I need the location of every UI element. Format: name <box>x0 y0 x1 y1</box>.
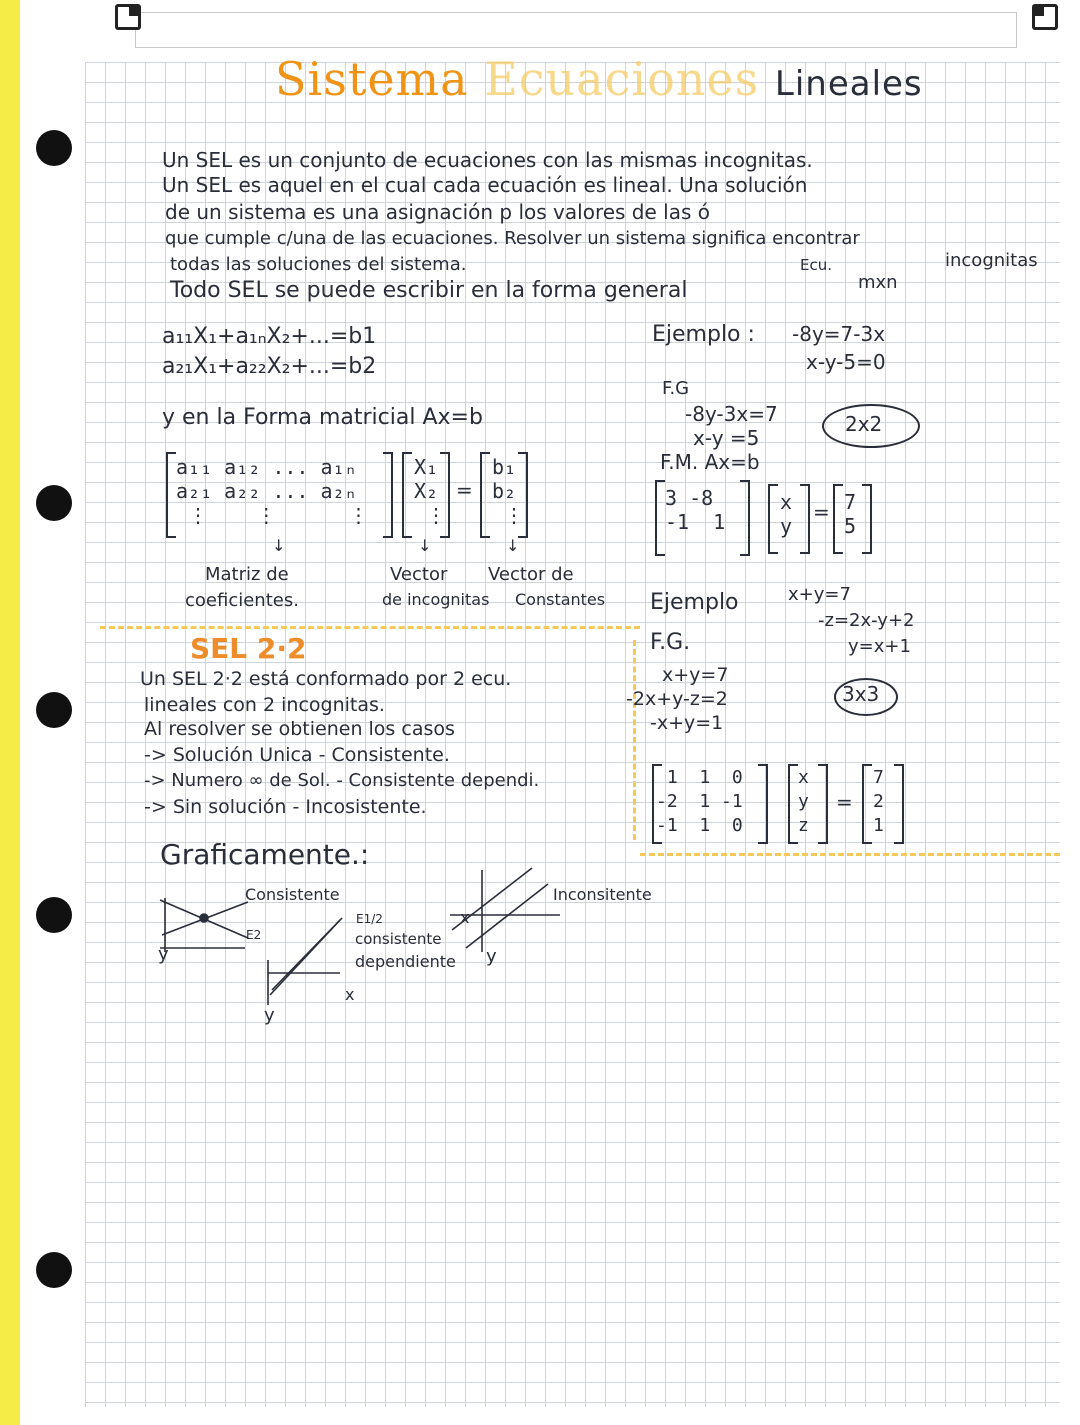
vector-bracket <box>818 764 828 844</box>
example1-fg: F.G <box>662 378 690 399</box>
header-box <box>135 12 1017 48</box>
label-vector-incognitas: de incognitas <box>382 590 490 609</box>
page-title <box>275 52 923 106</box>
equals-sign: = <box>456 478 473 502</box>
graphs-sketch <box>140 860 560 1030</box>
label-vector-constantes: Constantes <box>515 590 606 609</box>
graphs-heading: Graficamente.: <box>160 838 370 871</box>
corner-marker-icon <box>1032 4 1058 30</box>
binder-hole <box>36 485 72 521</box>
label-matriz: coeficientes. <box>185 590 299 611</box>
vector-bracket <box>480 452 490 538</box>
corner-marker-icon <box>115 4 141 30</box>
vector-b: b₁ b₂ ⋮ <box>492 455 525 527</box>
sel22-case: -> Solución Unica - Consistente. <box>144 744 450 766</box>
example2-eq: -z=2x-y+2 <box>818 610 915 631</box>
label-vector-incognitas: Vector <box>390 564 448 585</box>
example2-fg-eq: -2x+y-z=2 <box>626 688 728 710</box>
label-consistente-dependiente: consistente <box>355 930 442 948</box>
sel22-text: Un SEL 2·2 está conformado por 2 ecu. <box>140 668 512 690</box>
intro-line: de un sistema es una asignación p los valores de las ó <box>165 200 710 224</box>
matrix-bracket <box>758 764 768 844</box>
example1-matrix: 3 -8 -1 1 <box>665 486 726 534</box>
intro-line: Todo SEL se puede escribir en la forma general <box>170 278 688 303</box>
example1-eq: -8y=7-3x <box>792 322 886 346</box>
sel22-case: -> Numero ∞ de Sol. - Consistente dependi. <box>144 770 540 791</box>
binder-hole <box>36 130 72 166</box>
note-ecu: Ecu. <box>800 256 832 274</box>
note-mxn: mxn <box>858 272 898 293</box>
vector-bracket <box>768 484 778 554</box>
vector-bracket <box>833 484 843 554</box>
intersection-point <box>200 914 208 922</box>
matrix-bracket <box>166 452 176 538</box>
title-part-sistema: Sistema <box>275 52 469 106</box>
axis-label-x: x <box>460 908 470 927</box>
example1-header: Ejemplo : <box>652 322 755 347</box>
equation-line <box>452 868 532 930</box>
matrix-bracket <box>383 452 393 538</box>
vector-bracket <box>800 484 810 554</box>
matrix-bracket <box>740 480 750 556</box>
yellow-margin-strip <box>0 0 20 1425</box>
example1-vector-b: 7 5 <box>844 490 857 538</box>
vector-bracket <box>862 764 872 844</box>
sel22-text: Al resolver se obtienen los casos <box>144 718 455 740</box>
equals-sign: = <box>813 500 830 524</box>
label-e2: E2 <box>246 928 262 942</box>
example1-fm: F.M. Ax=b <box>660 450 760 474</box>
vector-bracket <box>402 452 412 538</box>
equation-line <box>466 884 548 948</box>
intro-line: Un SEL es aquel en el cual cada ecuación es lineal. Una solución <box>162 173 808 197</box>
matrix-coefficients: a₁₁ a₁₂ ... a₁ₙ a₂₁ a₂₂ ... a₂ₙ ⋮ ⋮ ⋮ <box>176 455 369 527</box>
example2-eq: x+y=7 <box>788 584 851 605</box>
label-vector-constantes: Vector de <box>488 564 574 585</box>
example2-size: 3x3 <box>842 682 880 706</box>
example2-header: Ejemplo <box>650 590 739 615</box>
label-consistente: Consistente <box>245 885 340 904</box>
sel22-case: -> Sin solución - Incosistente. <box>144 796 427 818</box>
equals-sign: = <box>836 790 853 814</box>
vector-bracket <box>788 764 798 844</box>
general-eq1: a₁₁X₁+a₁ₙX₂+...=b1 <box>162 324 377 349</box>
example1-eq: x-y-5=0 <box>806 350 886 374</box>
intro-line: Un SEL es un conjunto de ecuaciones con las mismas incognitas. <box>162 148 813 172</box>
down-arrow-icon: ↓ <box>418 536 432 555</box>
binder-hole <box>36 1252 72 1288</box>
example1-fg-eq: x-y =5 <box>693 426 760 450</box>
binder-hole <box>36 897 72 933</box>
section-divider <box>100 626 640 629</box>
axis-label-y: y <box>264 1005 275 1026</box>
label-matriz: Matriz de <box>205 564 289 585</box>
title-part-lineales: Lineales <box>774 64 923 104</box>
example2-vector-b: 7 2 1 <box>873 767 884 836</box>
equation-line <box>272 920 340 990</box>
axis-label-x: x <box>345 985 355 1004</box>
title-part-ecuaciones: Ecuaciones <box>484 52 760 106</box>
intro-line: todas las soluciones del sistema. <box>170 254 467 275</box>
matricial-label: y en la Forma matricial Ax=b <box>162 405 483 430</box>
label-e12: E1/2 <box>356 912 383 926</box>
label-inconsistente: Inconsitente <box>553 885 652 904</box>
example2-fg-eq: x+y=7 <box>662 664 729 686</box>
sel22-heading: SEL 2·2 <box>190 632 307 665</box>
vector-bracket <box>862 484 872 554</box>
vector-x: X₁ X₂ ⋮ <box>414 455 447 527</box>
intro-line: que cumple c/una de las ecuaciones. Resolver un sistema significa encontrar <box>165 228 860 249</box>
example1-vector-x: x y <box>780 490 793 538</box>
vector-bracket <box>894 764 904 844</box>
matrix-bracket <box>655 480 665 556</box>
section-divider <box>640 853 1060 856</box>
down-arrow-icon: ↓ <box>506 536 520 555</box>
section-divider <box>633 640 636 840</box>
example2-fg-eq: -x+y=1 <box>650 712 724 734</box>
example2-vector-x: x y z <box>798 767 809 836</box>
general-eq2: a₂₁X₁+a₂₂X₂+...=b2 <box>162 354 377 379</box>
axis-label-y: y <box>486 946 497 967</box>
down-arrow-icon: ↓ <box>272 536 286 555</box>
example2-matrix: 1 1 0 -2 1 -1 -1 1 0 <box>656 767 743 836</box>
axis-label-y: y <box>158 944 169 965</box>
note-incognitas: incognitas <box>945 250 1038 271</box>
label-consistente-dependiente: dependiente <box>355 952 456 971</box>
sel22-text: lineales con 2 incognitas. <box>144 694 385 716</box>
example2-fg: F.G. <box>650 630 691 655</box>
vector-bracket <box>518 452 528 538</box>
binder-hole <box>36 692 72 728</box>
vector-bracket <box>440 452 450 538</box>
example1-fg-eq: -8y-3x=7 <box>685 402 778 426</box>
example1-size: 2x2 <box>845 412 883 436</box>
example2-eq: y=x+1 <box>848 636 911 657</box>
